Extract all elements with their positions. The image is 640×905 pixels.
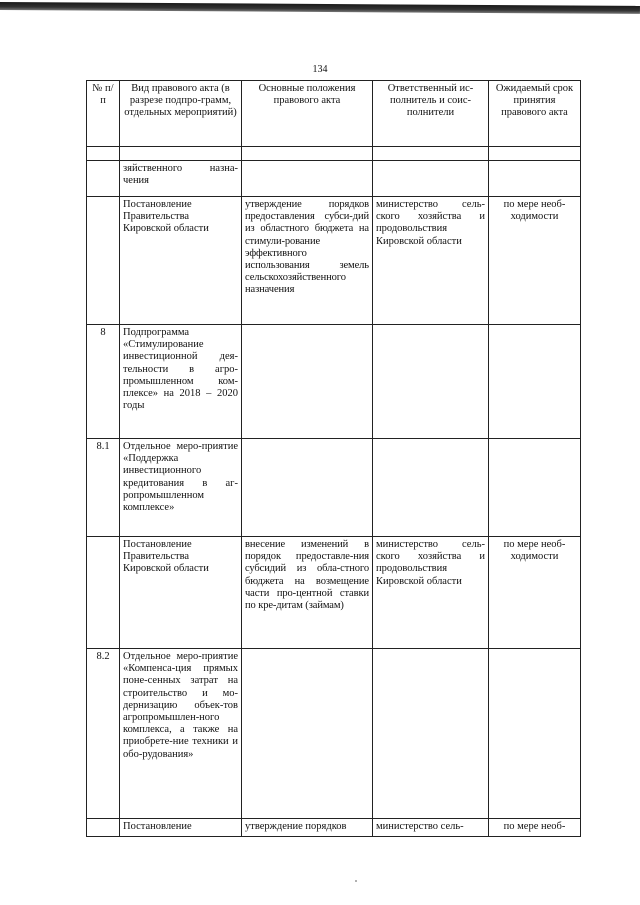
row-executor: [373, 161, 489, 197]
row-provisions: утверждение порядков: [242, 819, 373, 837]
row-provisions: утверждение порядков предоставления субси-дий из областного бюджета на стимули-рование эффективного использования земель сельскохозяйственного назначения: [242, 197, 373, 325]
row-provisions: [242, 439, 373, 537]
table-row: [87, 147, 581, 161]
row-act-type: зяйственного назна-чения: [120, 161, 242, 197]
row-executor: [373, 649, 489, 819]
table-row: [87, 325, 581, 439]
row-executor: [373, 439, 489, 537]
table-row: [87, 537, 581, 649]
row-provisions: [242, 161, 373, 197]
row-number: 8.1: [87, 439, 120, 537]
header-term: Ожидаемый срок принятия правового акта: [489, 81, 581, 147]
row-act-type: Подпрограмма «Стимулирование инвестиционной дея-тельности в агро-промышленном ком-плексе» на 2018 – 2020 годы: [120, 325, 242, 439]
row-term: [489, 439, 581, 537]
row-term: [489, 325, 581, 439]
row-term: [489, 161, 581, 197]
row-term: [489, 649, 581, 819]
row-number: 8.2: [87, 649, 120, 819]
table-row: [87, 161, 581, 197]
header-executor: Ответственный ис-полнитель и соис-полнители: [373, 81, 489, 147]
row-number: [87, 819, 120, 837]
header-provisions: Основные положения правового акта: [242, 81, 373, 147]
row-act-type: Отдельное меро-приятие «Компенса-ция прямых поне-сенных затрат на строительство и мо-дернизацию объек-тов агропромышлен-ного комплекса, а также на приобрете-ние техники и обо-рудования»: [120, 649, 242, 819]
table-row: [87, 439, 581, 537]
header-act-type: Вид правового акта (в разрезе подпро-грамм, отдельных мероприятий): [120, 81, 242, 147]
table-row: [87, 649, 581, 819]
table-header-row: [87, 81, 581, 147]
row-act-type: Постановление Правительства Кировской области: [120, 197, 242, 325]
header-number: № п/п: [87, 81, 120, 147]
row-executor: министерство сель-: [373, 819, 489, 837]
row-number: [87, 161, 120, 197]
row-act-type: Постановление: [120, 819, 242, 837]
row-number: [87, 197, 120, 325]
page-number: 134: [312, 64, 328, 75]
table-row: [87, 819, 581, 837]
row-provisions: [242, 325, 373, 439]
legal-acts-table: [86, 80, 581, 837]
row-term: по мере необ-: [489, 819, 581, 837]
row-number: [87, 537, 120, 649]
scan-edge-bar: [0, 2, 640, 14]
row-term: по мере необ-ходимости: [489, 197, 581, 325]
table-row: [87, 197, 581, 325]
row-term: по мере необ-ходимости: [489, 537, 581, 649]
row-executor: [373, 325, 489, 439]
row-number: 8: [87, 325, 120, 439]
scan-speck: [355, 880, 357, 882]
row-act-type: Отдельное меро-приятие «Поддержка инвестиционного кредитования в аг-ропромышленном комплексе»: [120, 439, 242, 537]
row-provisions: [242, 649, 373, 819]
row-act-type: Постановление Правительства Кировской области: [120, 537, 242, 649]
row-provisions: внесение изменений в порядок предоставле-ния субсидий из обла-стного бюджета на возмещение части про-центной ставки по кре-дитам (займам): [242, 537, 373, 649]
row-executor: министерство сель-ского хозяйства и продовольствия Кировской области: [373, 197, 489, 325]
row-executor: министерство сель-ского хозяйства и продовольствия Кировской области: [373, 537, 489, 649]
